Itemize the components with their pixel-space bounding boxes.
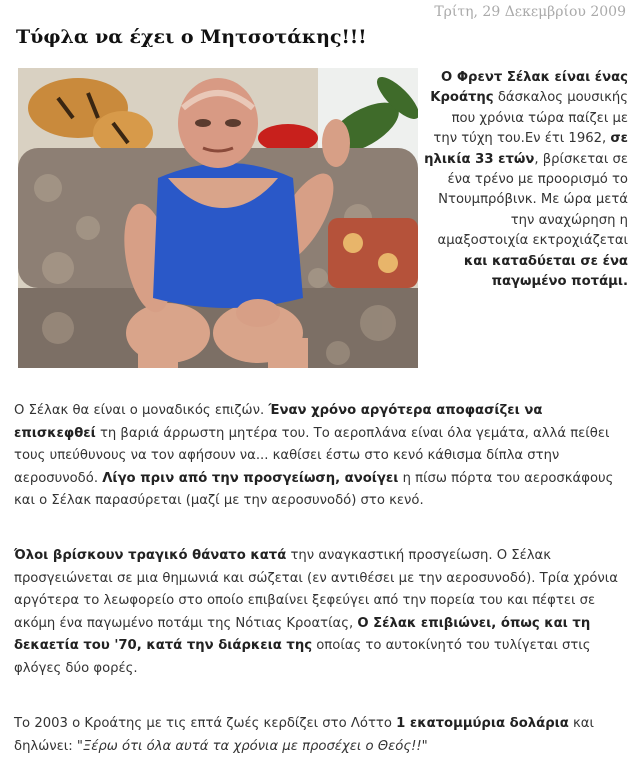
paragraph-1	[14, 400, 626, 513]
paragraph-3	[14, 713, 626, 758]
text-run: οποίας το αυτοκίνητό του τυλίγεται στις φλόγες δύο φορές.	[14, 638, 591, 676]
text-run: την αναγκαστική προσγείωση. Ο Σέλακ προσγειώνεται σε μια θημωνιά και σώζεται (εν αντιθέσει με την αεροσυνοδό). Τρία χρόνια αργότερα το λεωφορείο στο οποίο επιβαίνει ξεφεύγει από την πορεία του και πέφτει σε ακόμη ένα παγωμένο ποτάμι της Νότιας Κροατίας,	[14, 548, 618, 631]
text-run: τη βαριά άρρωστη μητέρα του. Το αεροπλάνα είναι όλα γεμάτα, αλλά πείθει τους υπεύθυνους να τον αφήσουν να... καθίσει έστω στο κενό κάθισμα δίπλα στην αεροσυνοδό.	[14, 425, 610, 486]
bold-text-run: και καταδύεται σε ένα παγωμένο ποτάμι.	[463, 253, 628, 290]
bold-text-run: σε ηλικία 33 ετών	[424, 131, 628, 167]
text-run: "Ξέρω ότι όλα αυτά τα χρόνια με προσέχει ο Θεός!!"	[76, 738, 428, 754]
post-photo	[18, 68, 418, 368]
paragraph-2	[14, 545, 626, 680]
text-run: και δηλώνει:	[14, 716, 594, 754]
text-run: η πίσω πόρτα του αεροσκάφους και ο Σέλακ παρασύρεται (μαζί με την αεροσυνοδό) στο κενό.	[14, 470, 614, 508]
text-run: Ο Σέλακ θα είναι ο μοναδικός επιζών.	[14, 403, 269, 418]
bold-text-run: Ο Φρεντ Σέλακ είναι ένας Κροάτης	[430, 70, 628, 106]
bold-text-run: Έναν χρόνο αργότερα αποφασίζει να επισκεφθεί	[14, 403, 543, 441]
bold-text-run: Λίγο πριν από την προσγείωση, ανοίγει	[102, 470, 399, 486]
text-run: Το 2003 ο Κροάτης με τις επτά ζωές κερδίζει στο Λόττο	[14, 716, 397, 731]
post-title[interactable]: Τύφλα να έχει ο Μητσοτάκης!!!	[16, 26, 367, 48]
text-run: δάσκαλος μουσικής που χρόνια τώρα παίζει με την τύχη του.Εν έτι 1962,	[433, 90, 628, 147]
bold-text-run: Ο Σέλακ επιβιώνει, όπως και τη δεκαετία του '70, κατά την διάρκεια της	[14, 615, 591, 653]
bold-text-run: 1 εκατομμύρια δολάρια	[396, 716, 569, 731]
text-run: , βρίσκεται σε ένα τρένο με προορισμό το Ντουμπρόβινκ. Με ώρα μετά την αναχώρηση η αμαξοστοιχία εκτροχιάζεται	[437, 151, 628, 249]
photo-illustration	[18, 68, 418, 368]
lead-text	[424, 68, 628, 292]
post-date: Τρίτη, 29 Δεκεμβρίου 2009	[434, 4, 626, 20]
bold-text-run: Όλοι βρίσκουν τραγικό θάνατο κατά	[14, 548, 287, 563]
